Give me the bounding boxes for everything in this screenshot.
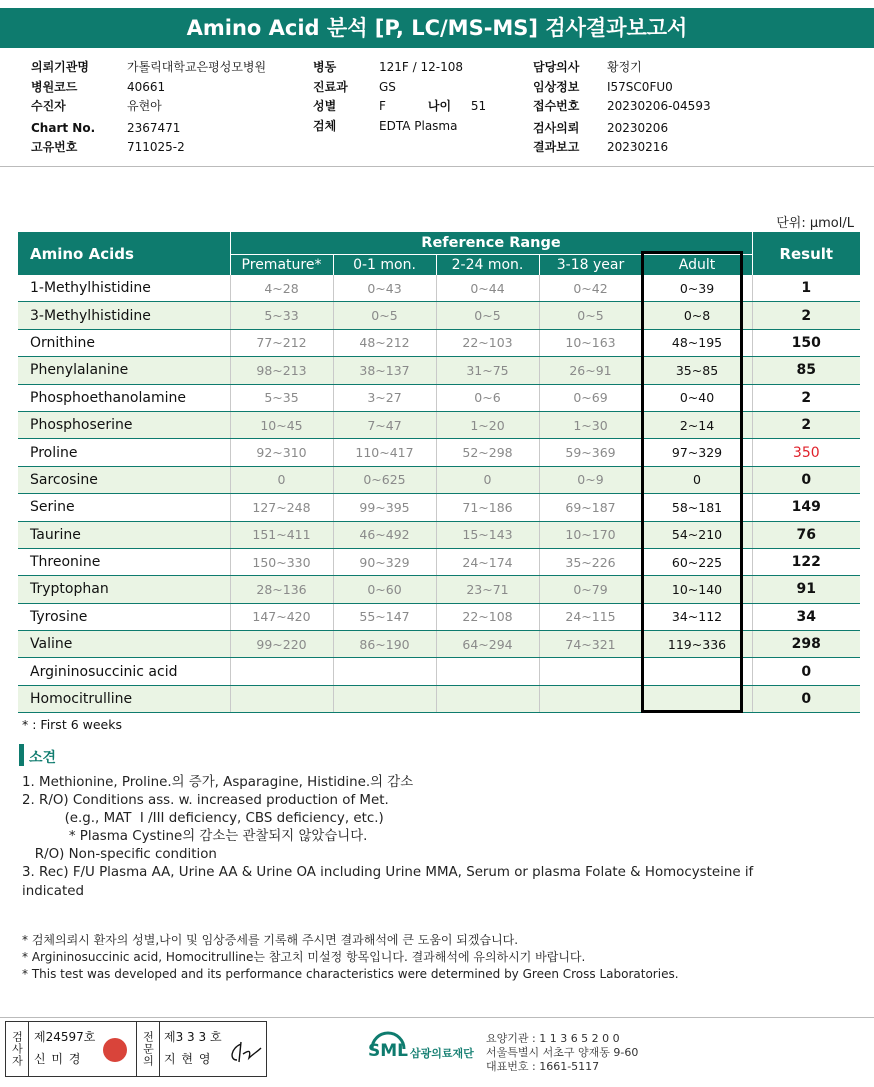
lab-code: 요양기관 : 1 1 3 6 5 2 0 0 bbox=[486, 1032, 620, 1045]
reference-range-cell: 151~411 bbox=[230, 521, 333, 548]
header-field-label: 의뢰기관명 bbox=[31, 60, 89, 74]
result-cell: 2 bbox=[752, 302, 860, 329]
header-field-value: 20230206-04593 bbox=[607, 99, 711, 113]
header-field bbox=[31, 97, 266, 117]
header-field bbox=[533, 97, 711, 117]
header-field-value: 40661 bbox=[127, 79, 166, 94]
reference-range-cell: 99~220 bbox=[230, 631, 333, 658]
reference-range-cell bbox=[333, 658, 436, 685]
reference-range-cell bbox=[539, 685, 642, 712]
reference-range-cell: 1~20 bbox=[436, 411, 539, 438]
remark-line: (e.g., MAT I /III deficiency, CBS deficiency, etc.) bbox=[22, 811, 384, 827]
table-row bbox=[18, 658, 860, 685]
header-field bbox=[313, 78, 486, 98]
result-cell: 149 bbox=[752, 494, 860, 521]
reference-range-cell: 0~60 bbox=[333, 576, 436, 603]
lab-phone: 대표번호 : 1661-5117 bbox=[486, 1060, 600, 1073]
header-col-1 bbox=[31, 58, 266, 158]
adult-range-cell bbox=[642, 685, 752, 712]
header-field-value: I57SC0FU0 bbox=[607, 79, 673, 94]
reference-range-cell: 110~417 bbox=[333, 439, 436, 466]
section-marker bbox=[19, 744, 24, 766]
result-cell: 34 bbox=[752, 603, 860, 630]
adult-range-cell: 58~181 bbox=[642, 494, 752, 521]
reference-range-cell bbox=[539, 658, 642, 685]
amino-acid-name: Phosphoserine bbox=[18, 411, 230, 438]
reference-range-cell: 0~6 bbox=[436, 384, 539, 411]
result-cell: 122 bbox=[752, 548, 860, 575]
header-col-3 bbox=[533, 58, 711, 158]
header-field bbox=[31, 58, 266, 78]
result-cell: 0 bbox=[752, 685, 860, 712]
amino-acid-name: Serine bbox=[18, 494, 230, 521]
header-field-value: GS bbox=[379, 79, 396, 94]
header-amino-acids: Amino Acids bbox=[18, 232, 230, 275]
examiner-license: 제24597호 bbox=[34, 1030, 96, 1044]
header-field-label: 검체 bbox=[313, 118, 337, 133]
note-line: * Argininosuccinic acid, Homocitrulline는 참고치 미설정 항목입니다. 결과해석에 유의하시기 바랍니다. bbox=[22, 949, 586, 964]
reference-range-cell: 59~369 bbox=[539, 439, 642, 466]
header-divider bbox=[0, 166, 874, 167]
result-cell: 350 bbox=[752, 439, 860, 466]
reference-range-cell: 52~298 bbox=[436, 439, 539, 466]
table-row bbox=[18, 275, 860, 302]
reference-range-cell: 35~226 bbox=[539, 548, 642, 575]
vertical-label-text: 검사자 bbox=[10, 1031, 24, 1067]
amino-acid-name: Homocitrulline bbox=[18, 685, 230, 712]
header-field-value: 2367471 bbox=[127, 120, 181, 135]
amino-acid-name: Tryptophan bbox=[18, 576, 230, 603]
lab-info bbox=[486, 1032, 638, 1074]
reference-range-cell: 0~44 bbox=[436, 275, 539, 302]
reference-range-cell: 71~186 bbox=[436, 494, 539, 521]
adult-range-cell: 35~85 bbox=[642, 357, 752, 384]
table-row bbox=[18, 603, 860, 630]
header-field-value: 유현아 bbox=[127, 99, 162, 113]
reference-range-cell: 31~75 bbox=[436, 357, 539, 384]
age-value: 51 bbox=[470, 99, 487, 113]
table-row bbox=[18, 576, 860, 603]
result-cell: 150 bbox=[752, 329, 860, 356]
lab-logo-text: SML bbox=[368, 1041, 408, 1061]
remark-line: 1. Methionine, Proline.의 증가, Asparagine, Histidine.의 감소 bbox=[22, 775, 414, 790]
reference-range-cell: 24~174 bbox=[436, 548, 539, 575]
vertical-label-text: 전문의 bbox=[141, 1031, 155, 1067]
result-cell: 76 bbox=[752, 521, 860, 548]
header-field-label: 수진자 bbox=[31, 99, 66, 113]
header-field-label: 검사의뢰 bbox=[533, 120, 580, 135]
reference-range-cell: 24~115 bbox=[539, 603, 642, 630]
header-field-value: 황정기 bbox=[607, 60, 642, 74]
approver-signature bbox=[227, 1040, 263, 1066]
header-col-2 bbox=[313, 58, 486, 136]
adult-range-cell: 0~8 bbox=[642, 302, 752, 329]
adult-range-cell: 54~210 bbox=[642, 521, 752, 548]
table-row bbox=[18, 411, 860, 438]
adult-range-cell: 48~195 bbox=[642, 329, 752, 356]
header-reference-range: Reference Range bbox=[230, 232, 752, 254]
reference-range-cell: 86~190 bbox=[333, 631, 436, 658]
reference-range-cell: 0 bbox=[230, 466, 333, 493]
header-field bbox=[31, 78, 266, 98]
reference-range-cell: 22~108 bbox=[436, 603, 539, 630]
reference-range-cell: 23~71 bbox=[436, 576, 539, 603]
examiner-seal bbox=[103, 1038, 127, 1062]
header-field-label: 성별 bbox=[313, 99, 337, 113]
header-field bbox=[533, 58, 711, 78]
header-field-value: 121F / 12-108 bbox=[379, 60, 463, 74]
subheader-0: Premature* bbox=[230, 254, 333, 275]
result-cell: 1 bbox=[752, 275, 860, 302]
reference-range-cell: 90~329 bbox=[333, 548, 436, 575]
reference-range-cell: 0~43 bbox=[333, 275, 436, 302]
lab-logo bbox=[368, 1031, 474, 1069]
reference-range-cell: 0~625 bbox=[333, 466, 436, 493]
reference-range-cell: 127~248 bbox=[230, 494, 333, 521]
reference-range-cell: 147~420 bbox=[230, 603, 333, 630]
reference-range-cell: 3~27 bbox=[333, 384, 436, 411]
table-row bbox=[18, 548, 860, 575]
reference-range-cell: 74~321 bbox=[539, 631, 642, 658]
adult-range-cell: 0 bbox=[642, 466, 752, 493]
reference-range-cell: 0~9 bbox=[539, 466, 642, 493]
amino-acid-name: Tyrosine bbox=[18, 603, 230, 630]
amino-acid-name: Phenylalanine bbox=[18, 357, 230, 384]
reference-range-cell: 22~103 bbox=[436, 329, 539, 356]
header-field bbox=[533, 78, 711, 98]
header-field-value: 20230216 bbox=[607, 140, 669, 154]
subheader-3: 3-18 year bbox=[539, 254, 642, 275]
result-cell: 2 bbox=[752, 411, 860, 438]
lab-logo-sub: 삼광의료재단 bbox=[410, 1047, 474, 1060]
header-field bbox=[533, 138, 711, 158]
reference-range-cell: 46~492 bbox=[333, 521, 436, 548]
header-field-label: 진료과 bbox=[313, 79, 348, 94]
header-field bbox=[31, 138, 266, 158]
header-field-value: 711025-2 bbox=[127, 140, 185, 154]
footnote: * : First 6 weeks bbox=[22, 717, 122, 732]
reference-range-cell: 5~33 bbox=[230, 302, 333, 329]
table-row bbox=[18, 357, 860, 384]
result-cell: 0 bbox=[752, 658, 860, 685]
signature-box bbox=[5, 1021, 267, 1077]
note-line: * This test was developed and its performance characteristics were determined by Green Cross Laboratories. bbox=[22, 966, 679, 981]
header-field-value: 20230206 bbox=[607, 120, 669, 135]
reference-range-cell: 0~69 bbox=[539, 384, 642, 411]
remark-line: R/O) Non-specific condition bbox=[22, 847, 217, 863]
reference-range-cell: 0~5 bbox=[539, 302, 642, 329]
amino-acid-name: Phosphoethanolamine bbox=[18, 384, 230, 411]
amino-acid-name: Ornithine bbox=[18, 329, 230, 356]
approver-name: 지 현 영 bbox=[164, 1052, 212, 1066]
result-cell: 298 bbox=[752, 631, 860, 658]
reference-range-cell: 10~163 bbox=[539, 329, 642, 356]
reference-range-cell: 15~143 bbox=[436, 521, 539, 548]
reference-range-cell: 0~42 bbox=[539, 275, 642, 302]
reference-range-cell: 0~5 bbox=[436, 302, 539, 329]
amino-acid-name: 3-Methylhistidine bbox=[18, 302, 230, 329]
amino-acid-table bbox=[18, 232, 860, 713]
header-field bbox=[533, 119, 711, 139]
reference-range-cell bbox=[436, 685, 539, 712]
header-field-label: 병동 bbox=[313, 60, 337, 74]
adult-range-cell: 0~40 bbox=[642, 384, 752, 411]
reference-range-cell: 4~28 bbox=[230, 275, 333, 302]
remark-line: 2. R/O) Conditions ass. w. increased production of Met. bbox=[22, 793, 389, 809]
subheader-4: Adult bbox=[642, 254, 752, 275]
header-field-label: 임상정보 bbox=[533, 79, 580, 94]
examiner-name: 신 미 경 bbox=[34, 1052, 82, 1066]
table-row bbox=[18, 631, 860, 658]
reference-range-cell: 7~47 bbox=[333, 411, 436, 438]
reference-range-cell: 99~395 bbox=[333, 494, 436, 521]
reference-range-cell bbox=[230, 658, 333, 685]
reference-range-cell: 26~91 bbox=[539, 357, 642, 384]
reference-range-cell: 69~187 bbox=[539, 494, 642, 521]
unit-label: 단위: μmol/L bbox=[776, 216, 854, 231]
notes bbox=[22, 932, 679, 983]
table-row bbox=[18, 329, 860, 356]
adult-range-cell: 0~39 bbox=[642, 275, 752, 302]
amino-acid-name: Threonine bbox=[18, 548, 230, 575]
reference-range-cell: 48~212 bbox=[333, 329, 436, 356]
reference-range-cell: 77~212 bbox=[230, 329, 333, 356]
remarks bbox=[22, 774, 822, 901]
amino-acid-name: 1-Methylhistidine bbox=[18, 275, 230, 302]
header-field bbox=[313, 58, 486, 78]
result-cell: 0 bbox=[752, 466, 860, 493]
header-field-label: 병원코드 bbox=[31, 79, 78, 94]
reference-range-cell bbox=[230, 685, 333, 712]
reference-range-cell: 5~35 bbox=[230, 384, 333, 411]
reference-range-cell: 0 bbox=[436, 466, 539, 493]
header-result: Result bbox=[752, 232, 860, 275]
result-cell: 85 bbox=[752, 357, 860, 384]
table-row bbox=[18, 521, 860, 548]
reference-range-cell: 98~213 bbox=[230, 357, 333, 384]
header-field-label: 담당의사 bbox=[533, 60, 580, 74]
table-row bbox=[18, 302, 860, 329]
amino-acid-name: Sarcosine bbox=[18, 466, 230, 493]
amino-acid-name: Argininosuccinic acid bbox=[18, 658, 230, 685]
table-row bbox=[18, 685, 860, 712]
adult-range-cell: 97~329 bbox=[642, 439, 752, 466]
amino-acid-name: Taurine bbox=[18, 521, 230, 548]
adult-range-cell: 2~14 bbox=[642, 411, 752, 438]
header-field-value: EDTA Plasma bbox=[379, 118, 458, 133]
amino-acid-name: Valine bbox=[18, 631, 230, 658]
adult-range-cell: 34~112 bbox=[642, 603, 752, 630]
remark-line: 3. Rec) F/U Plasma AA, Urine AA & Urine OA including Urine MMA, Serum or plasma Folate & Homocysteine if bbox=[22, 865, 754, 881]
amino-acid-name: Proline bbox=[18, 439, 230, 466]
header-field-label: 결과보고 bbox=[533, 140, 580, 154]
adult-range-cell bbox=[642, 658, 752, 685]
approver-label bbox=[136, 1022, 160, 1076]
adult-range-cell: 10~140 bbox=[642, 576, 752, 603]
header-field bbox=[31, 119, 266, 139]
table-row bbox=[18, 439, 860, 466]
table-row bbox=[18, 494, 860, 521]
table-row bbox=[18, 384, 860, 411]
reference-range-cell: 55~147 bbox=[333, 603, 436, 630]
header-field bbox=[313, 97, 486, 117]
reference-range-cell: 150~330 bbox=[230, 548, 333, 575]
note-line: * 검체의뢰시 환자의 성별,나이 및 임상증세를 기록해 주시면 결과해석에 큰 도움이 되겠습니다. bbox=[22, 933, 519, 947]
adult-range-cell: 60~225 bbox=[642, 548, 752, 575]
header-field-label: 접수번호 bbox=[533, 99, 580, 113]
table-row bbox=[18, 466, 860, 493]
remark-line: indicated bbox=[22, 883, 84, 899]
result-cell: 2 bbox=[752, 384, 860, 411]
reference-range-cell bbox=[333, 685, 436, 712]
reference-range-cell bbox=[436, 658, 539, 685]
result-cell: 91 bbox=[752, 576, 860, 603]
reference-range-cell: 1~30 bbox=[539, 411, 642, 438]
report-title: Amino Acid 분석 [P, LC/MS-MS] 검사결과보고서 bbox=[0, 8, 874, 48]
approver-license: 제3 3 3 호 bbox=[164, 1030, 222, 1044]
reference-range-cell: 0~79 bbox=[539, 576, 642, 603]
adult-range-cell: 119~336 bbox=[642, 631, 752, 658]
section-title: 소견 bbox=[29, 750, 57, 766]
subheader-2: 2-24 mon. bbox=[436, 254, 539, 275]
reference-range-cell: 92~310 bbox=[230, 439, 333, 466]
remark-line: * Plasma Cystine의 감소는 관찰되지 않았습니다. bbox=[22, 829, 368, 845]
age-label: 나이 bbox=[427, 99, 452, 113]
header-field-label: Chart No. bbox=[31, 120, 96, 135]
header-field-value: 가톨릭대학교은평성모병원 bbox=[127, 60, 267, 74]
reference-range-cell: 10~45 bbox=[230, 411, 333, 438]
reference-range-cell: 10~170 bbox=[539, 521, 642, 548]
header-field bbox=[313, 117, 486, 137]
header-field-label: 고유번호 bbox=[31, 140, 78, 154]
footer-divider bbox=[0, 1017, 874, 1018]
reference-range-cell: 64~294 bbox=[436, 631, 539, 658]
reference-range-cell: 0~5 bbox=[333, 302, 436, 329]
header-field-value: F bbox=[379, 99, 386, 113]
subheader-1: 0-1 mon. bbox=[333, 254, 436, 275]
reference-range-cell: 38~137 bbox=[333, 357, 436, 384]
examiner-label bbox=[6, 1022, 29, 1076]
reference-range-cell: 28~136 bbox=[230, 576, 333, 603]
lab-address: 서울특별시 서초구 양재동 9-60 bbox=[486, 1046, 639, 1059]
